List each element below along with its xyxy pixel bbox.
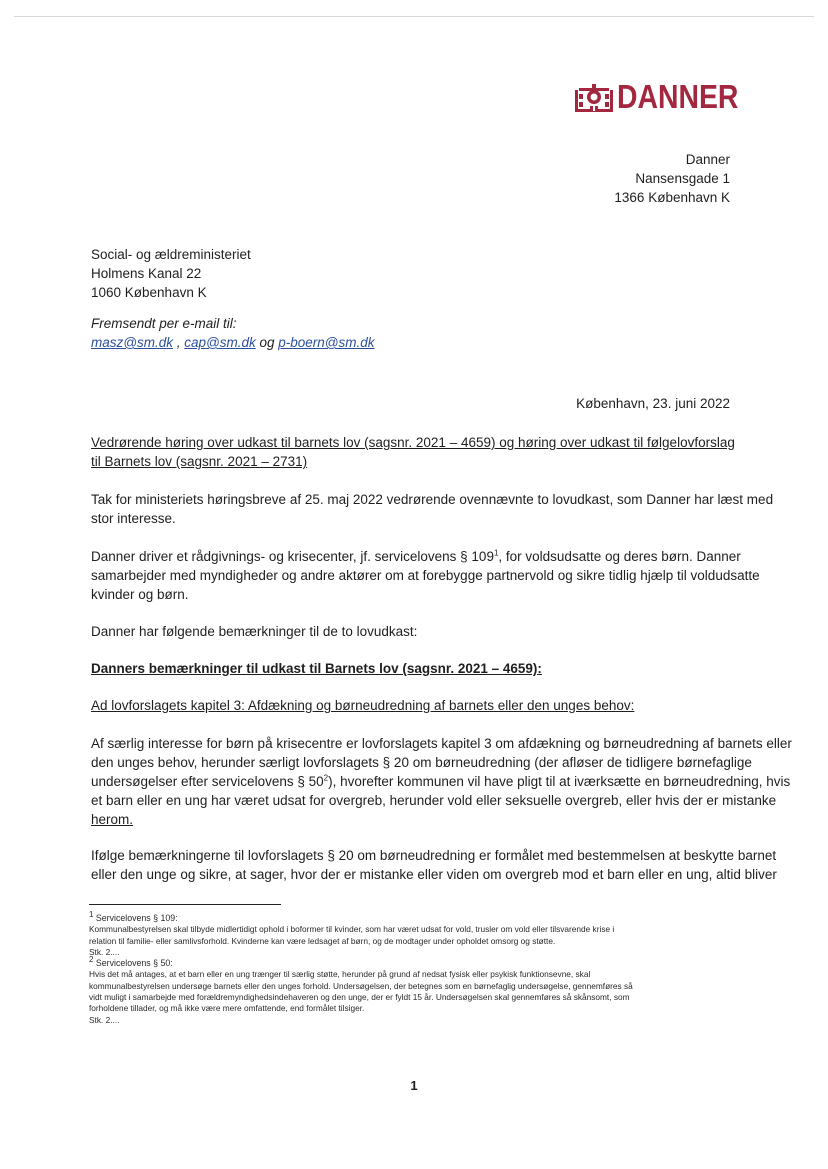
recipient-line: Social- og ældreministeriet	[91, 247, 251, 262]
footnote-number: 1	[89, 910, 94, 920]
text-fragment: , for voldsudsatte og deres børn. Danner	[498, 549, 741, 564]
footnote-ref-1[interactable]: 1	[493, 548, 499, 558]
text-line: Af særlig interesse for børn på krisecentre er lovforslagets kapitel 3 om afdækning og børneudredning af barnets eller	[91, 736, 792, 751]
subsection-heading: Ad lovforslagets kapitel 3: Afdækning og børneudredning af barnets eller den unges behov:	[91, 698, 635, 713]
footnote-line: Stk. 2....	[89, 946, 120, 957]
sender-line: Nansensgade 1	[635, 171, 730, 186]
text-line: eller den unge og sikre, at sager, hvor der er mistanke eller viden om overgreb mod et barn eller en ung, altid bliver	[91, 867, 777, 882]
paragraph-intro	[91, 490, 774, 528]
footnote-ref-2[interactable]: 2	[323, 773, 329, 783]
text-fragment: undersøgelser efter servicelovens § 50	[91, 774, 324, 789]
sender-address	[614, 150, 730, 207]
footnote-line: kommunalbestyrelsen undersøge barnets eller den unges forhold. Undersøgelsen, der betegnes som en børnefaglig undersøgelse, gennemføres så	[89, 980, 633, 991]
footnote-line: vidt muligt i samarbejde med forældremyndighedsindehaveren og den unge, der er fyldt 15 år. Undersøgelsen skal gennemføres så skånsomt, som	[89, 992, 630, 1003]
paragraph-section-20	[91, 846, 777, 884]
footnote-line: relation til familie- eller samlivsforhold. Kvinderne kan være ledsaget af børn, og de modtager under opholdet omsorg og støtte.	[89, 935, 556, 946]
paragraph-about-danner	[91, 547, 760, 604]
text-line: et barn eller en ung har været udsat for overgreb, herunder vold eller seksuelle overgreb, eller hvis der er mistanke	[91, 793, 777, 808]
text-line: kvinder og børn.	[91, 587, 189, 602]
subject-line-1: Vedrørende høring over udkast til barnets lov (sagsnr. 2021 – 4659) og høring over udkast til følgelovforslag	[91, 435, 735, 450]
recipient-line: 1060 København K	[91, 285, 207, 300]
subject-line	[91, 433, 741, 471]
brand-wordmark: DANNER	[617, 78, 739, 115]
paragraph-chapter-3	[91, 734, 792, 829]
footnote-title: Servicelovens § 50:	[95, 958, 173, 969]
text-fragment: ), hvorefter kommunen vil have pligt til at iværksætte en børneudredning, hvis	[328, 774, 791, 789]
footnote-line: Kommunalbestyrelsen skal tilbyde midlertidigt ophold i boformer til kvinder, som har været udsat for vold, trusler om vold eller tilsvarende krise i	[89, 924, 615, 935]
text-fragment: Danner driver et rådgivnings- og krisecenter, jf. servicelovens § 109	[91, 549, 494, 564]
building-emblem-icon	[574, 82, 614, 112]
sent-via-label: Fremsendt per e-mail til:	[91, 316, 237, 331]
page-number: 1	[410, 1078, 418, 1093]
email-separator: og	[255, 335, 279, 350]
sender-line: 1366 København K	[614, 190, 730, 205]
recipient-address	[91, 245, 251, 302]
email-separator: ,	[172, 335, 185, 350]
footnote-title: Servicelovens § 109:	[95, 913, 178, 923]
text-line: Ifølge bemærkningerne til lovforslagets § 20 om børneudredning er formålet med bestemmelsen at beskytte barnet	[91, 848, 777, 863]
text-line: samarbejder med myndigheder og andre aktører om at forebygge partnervold og sikre tidlig hjælp til voldudsatte	[91, 568, 760, 583]
scan-edge-line	[14, 16, 814, 17]
email-link-cap[interactable]: cap@sm.dk	[184, 335, 256, 350]
text-line: stor interesse.	[91, 511, 176, 526]
email-link-p-boern[interactable]: p-boern@sm.dk	[278, 335, 375, 350]
section-heading: Danners bemærkninger til udkast til Barnets lov (sagsnr. 2021 – 4659):	[91, 661, 542, 676]
footnote-divider	[89, 904, 281, 905]
text-line: herom.	[91, 812, 134, 827]
paragraph-remarks-intro: Danner har følgende bemærkninger til de to lovudkast:	[91, 624, 418, 639]
text-line: Tak for ministeriets høringsbreve af 25. maj 2022 vedrørende ovennævnte to lovudkast, som Danner har læst med	[91, 492, 774, 507]
footnotes	[89, 910, 739, 1026]
danner-logo	[574, 80, 758, 113]
footnote-line: forholdene tillader, og må ikke være mere omfattende, end formålet tilsiger.	[89, 1003, 365, 1014]
recipient-line: Holmens Kanal 22	[91, 266, 202, 281]
text-line: den unges behov, herunder særligt lovforslagets § 20 om børneudredning (der afløser de tidligere børnefaglige	[91, 755, 752, 770]
email-link-masz[interactable]: masz@sm.dk	[91, 335, 173, 350]
subject-line-2: til Barnets lov (sagsnr. 2021 – 2731)	[91, 454, 308, 469]
sender-line: Danner	[685, 152, 730, 167]
letter-date: København, 23. juni 2022	[576, 396, 730, 411]
sent-via-block	[91, 314, 375, 352]
footnote-line: Stk. 2....	[89, 1014, 120, 1025]
footnote-number: 2	[89, 955, 94, 965]
footnote-line: Hvis det må antages, at et barn eller en ung trænger til særlig støtte, herunder på grund af nedsat fysisk eller psykisk funktionsevne, skal	[89, 969, 591, 980]
